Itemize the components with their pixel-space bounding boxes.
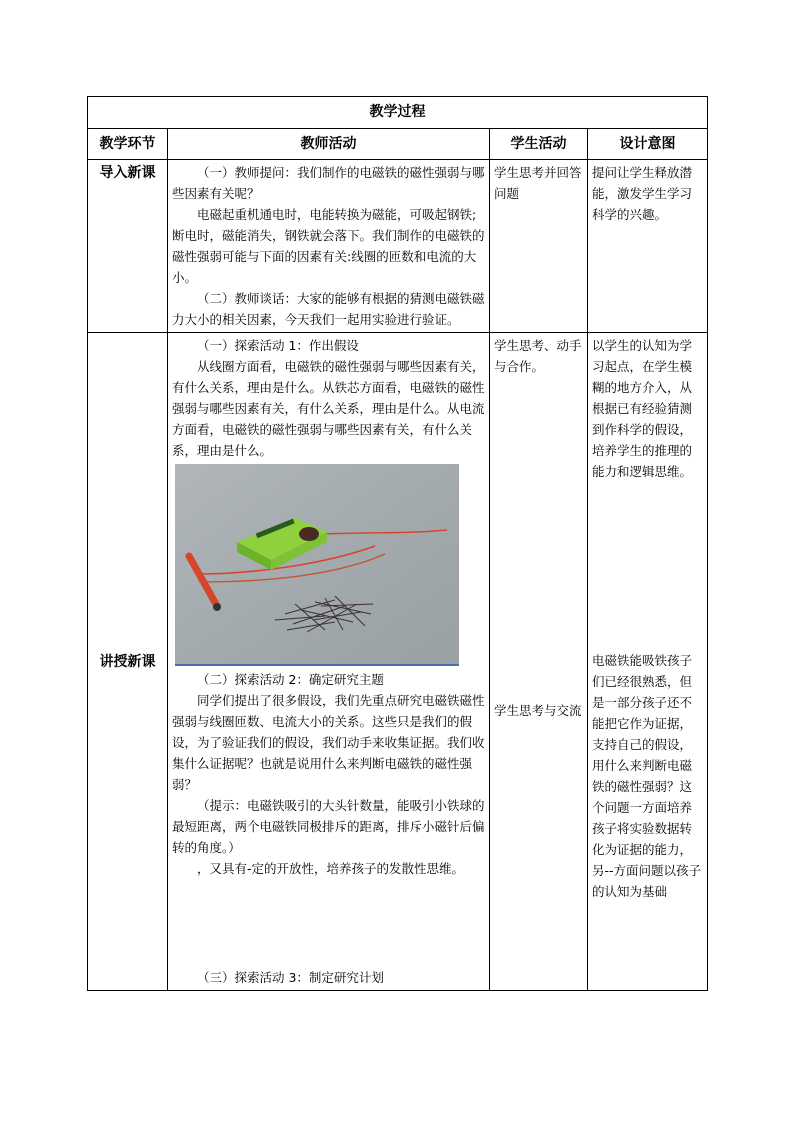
table-title: 教学过程 — [88, 97, 708, 129]
student-activity-new-lesson — [490, 333, 588, 991]
design-intent-new-lesson — [588, 333, 708, 991]
activity-1-text: 从线圈方面看，电磁铁的磁性强弱与哪些因素有关，有什么关系，理由是什么。从铁芯方面看，电磁铁的磁性强弱与哪些因素有关，有什么关系，理由是什么。从电流方面看，电磁铁的磁性强弱与哪些因素有关，有什么关系，理由是什么。 — [172, 359, 485, 458]
activity-2-heading: （二）探索活动 2：确定研究主题 — [197, 672, 384, 687]
header-stage: 教学环节 — [88, 129, 168, 160]
header-student-activity: 学生活动 — [490, 129, 588, 160]
stage-intro: 导入新课 — [88, 160, 168, 333]
header-row — [88, 129, 708, 160]
design-intent-1: 以学生的认知为学习起点，在学生模糊的地方介入，从根据已有经验猜测到作科学的假设，培养学生的推理的能力和逻辑思维。 — [592, 338, 693, 479]
student-activity-2: 学生思考与交流 — [494, 703, 582, 718]
lesson-process-table — [87, 96, 708, 991]
header-design-intent: 设计意图 — [588, 129, 708, 160]
activity-1-heading: （一）探索活动 1：作出假设 — [197, 338, 359, 353]
teacher-activity-new-lesson — [168, 333, 490, 991]
spacer — [494, 377, 583, 700]
design-intent-2: 电磁铁能吸铁孩子们已经很熟悉，但是一部分孩子还不能把它作为证据，支持自己的假设，用什么来判断电磁铁的磁性强弱？这个问题一方面培养孩子将实验数据转化为证据的能力，另--方面问题以孩子的认知为基础 — [592, 653, 702, 899]
design-intent-intro: 提问让学生释放潜能，激发学生学习科学的兴趣。 — [588, 160, 708, 333]
table-row — [88, 333, 708, 991]
intro-teacher-talk: （二）教师谈话：大家的能够有根据的猜测电磁铁磁力大小的相关因素，今天我们一起用实验进行验证。 — [172, 291, 485, 327]
student-activity-intro: 学生思考并回答问题 — [490, 160, 588, 333]
spacer — [172, 879, 485, 967]
spacer — [592, 482, 703, 650]
intro-teacher-explanation: 电磁起重机通电时，电能转换为磁能，可吸起钢铁;断电时，磁能消失，钢铁就会落下。我们制作的电磁铁的磁性强弱可能与下面的因素有关:线圈的匝数和电流的大小。 — [172, 207, 485, 285]
activity-2-note: ，又具有-定的开放性，培养孩子的发散性思维。 — [197, 861, 465, 876]
table-row — [88, 160, 708, 333]
stage-new-lesson: 讲授新课 — [88, 333, 168, 991]
activity-3-heading: （三）探索活动 3：制定研究计划 — [197, 970, 384, 985]
student-activity-1: 学生思考、动手与合作。 — [494, 338, 582, 374]
header-teacher-activity: 教师活动 — [168, 129, 490, 160]
activity-2-hint: （提示：电磁铁吸引的大头针数量，能吸引小铁球的最短距离，两个电磁铁同极排斥的距离，排斥小磁针后偏转的角度。） — [172, 798, 485, 855]
intro-teacher-question: （一）教师提问：我们制作的电磁铁的磁性强弱与哪些因素有关呢？ — [172, 165, 485, 201]
electromagnet-photo — [175, 464, 459, 666]
activity-2-text: 同学们提出了很多假设，我们先重点研究电磁铁磁性强弱与线圈匝数、电流大小的关系。这些只是我们的假设，为了验证我们的假设，我们动手来收集证据。我们收集什么证据呢？也就是说用什么来判断电磁铁的磁性强弱？ — [172, 693, 485, 792]
teacher-activity-intro — [168, 160, 490, 333]
